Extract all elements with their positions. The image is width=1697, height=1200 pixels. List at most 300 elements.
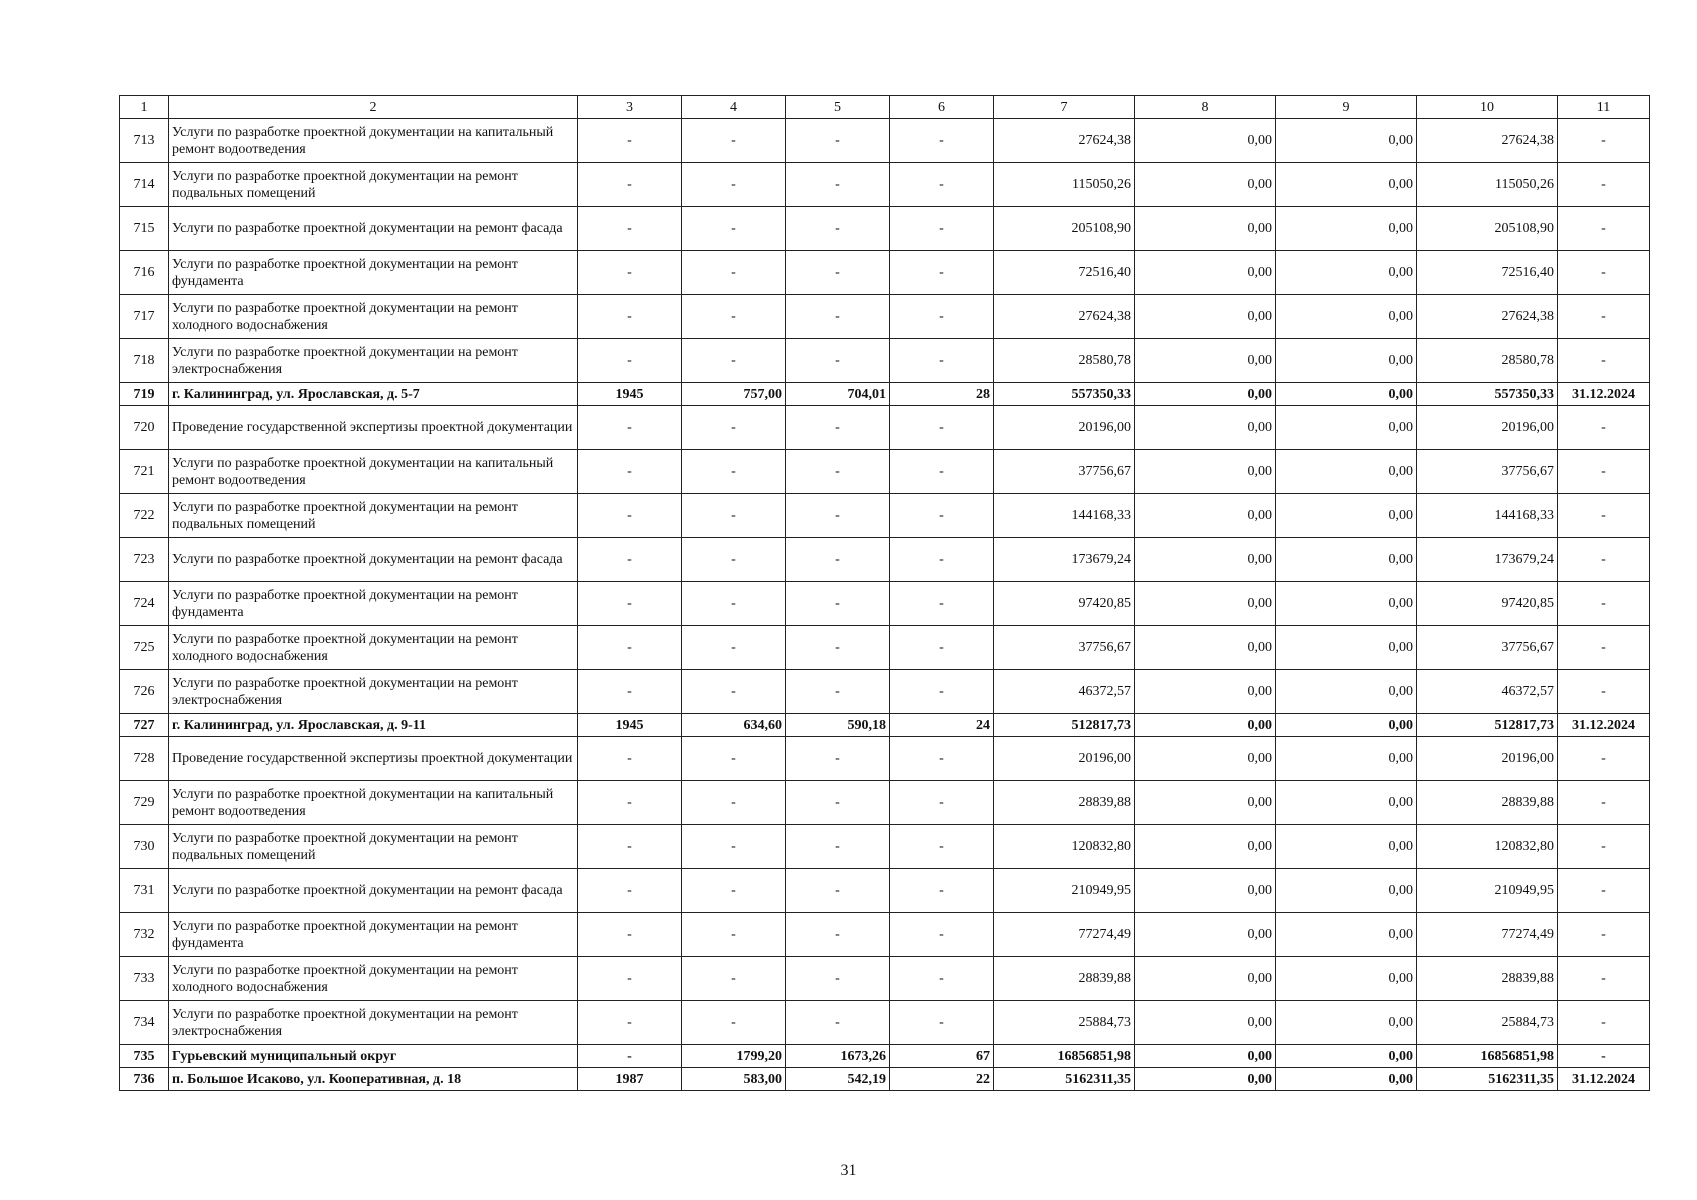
cell-completion-date: - (1558, 626, 1650, 670)
budget-table (119, 95, 1650, 1091)
cell-area-living: - (786, 494, 890, 538)
cell-residents: - (890, 869, 994, 913)
cell-fund-regional: 0,00 (1276, 670, 1417, 714)
cell-area-living: - (786, 538, 890, 582)
cell-fund-regional: 0,00 (1276, 538, 1417, 582)
cell-completion-date: - (1558, 295, 1650, 339)
cell-residents: - (890, 670, 994, 714)
table-row (120, 251, 1650, 295)
cell-area-living: - (786, 406, 890, 450)
cell-fund-federal: 0,00 (1135, 538, 1276, 582)
cell-row-name: Услуги по разработке проектной документации на ремонт фундамента (169, 913, 578, 957)
table-row (120, 163, 1650, 207)
cell-completion-date: - (1558, 825, 1650, 869)
cell-fund-owners: 77274,49 (1417, 913, 1558, 957)
table-header-row (120, 96, 1650, 119)
cell-fund-owners: 46372,57 (1417, 670, 1558, 714)
cell-fund-owners: 205108,90 (1417, 207, 1558, 251)
cell-fund-regional: 0,00 (1276, 913, 1417, 957)
header-cell-1: 1 (120, 96, 169, 119)
cell-fund-regional: 0,00 (1276, 163, 1417, 207)
cell-fund-federal: 0,00 (1135, 295, 1276, 339)
cell-fund-owners: 27624,38 (1417, 295, 1558, 339)
cell-year: - (578, 1045, 682, 1068)
cell-area-living: 704,01 (786, 383, 890, 406)
table-row (120, 913, 1650, 957)
cell-residents: 67 (890, 1045, 994, 1068)
cell-area-living: - (786, 295, 890, 339)
cell-row-name: Услуги по разработке проектной документации на ремонт подвальных помещений (169, 163, 578, 207)
cell-completion-date: - (1558, 163, 1650, 207)
cell-row-number: 727 (120, 714, 169, 737)
cell-fund-owners: 5162311,35 (1417, 1068, 1558, 1091)
cell-fund-owners: 16856851,98 (1417, 1045, 1558, 1068)
cell-completion-date: - (1558, 207, 1650, 251)
cell-fund-owners: 512817,73 (1417, 714, 1558, 737)
cell-residents: - (890, 119, 994, 163)
table-row (120, 339, 1650, 383)
cell-cost-total: 28580,78 (994, 339, 1135, 383)
cell-residents: - (890, 450, 994, 494)
cell-row-name: п. Большое Исаково, ул. Кооперативная, д. 18 (169, 1068, 578, 1091)
cell-row-name: г. Калининград, ул. Ярославская, д. 9-11 (169, 714, 578, 737)
cell-row-number: 714 (120, 163, 169, 207)
cell-cost-total: 28839,88 (994, 957, 1135, 1001)
cell-cost-total: 210949,95 (994, 869, 1135, 913)
cell-fund-regional: 0,00 (1276, 406, 1417, 450)
table-row (120, 538, 1650, 582)
cell-year: - (578, 957, 682, 1001)
cell-row-name: Услуги по разработке проектной документации на ремонт холодного водоснабжения (169, 626, 578, 670)
cell-area-total: - (682, 494, 786, 538)
cell-fund-owners: 37756,67 (1417, 626, 1558, 670)
cell-cost-total: 512817,73 (994, 714, 1135, 737)
cell-area-total: - (682, 251, 786, 295)
cell-row-name: Услуги по разработке проектной документации на ремонт электроснабжения (169, 670, 578, 714)
cell-row-number: 717 (120, 295, 169, 339)
table-row-total (120, 383, 1650, 406)
cell-fund-owners: 28580,78 (1417, 339, 1558, 383)
cell-row-number: 726 (120, 670, 169, 714)
cell-row-name: г. Калининград, ул. Ярославская, д. 5-7 (169, 383, 578, 406)
cell-year: - (578, 494, 682, 538)
cell-year: - (578, 869, 682, 913)
cell-cost-total: 37756,67 (994, 626, 1135, 670)
cell-row-name: Услуги по разработке проектной документации на ремонт фундамента (169, 251, 578, 295)
cell-fund-regional: 0,00 (1276, 383, 1417, 406)
cell-residents: - (890, 295, 994, 339)
cell-year: - (578, 295, 682, 339)
header-cell-4: 4 (682, 96, 786, 119)
cell-completion-date: - (1558, 913, 1650, 957)
cell-fund-regional: 0,00 (1276, 737, 1417, 781)
table-row (120, 406, 1650, 450)
cell-fund-regional: 0,00 (1276, 1045, 1417, 1068)
cell-row-name: Услуги по разработке проектной документации на капитальный ремонт водоотведения (169, 450, 578, 494)
cell-fund-regional: 0,00 (1276, 450, 1417, 494)
cell-fund-owners: 72516,40 (1417, 251, 1558, 295)
cell-residents: - (890, 781, 994, 825)
cell-fund-regional: 0,00 (1276, 339, 1417, 383)
cell-residents: - (890, 538, 994, 582)
cell-cost-total: 115050,26 (994, 163, 1135, 207)
cell-cost-total: 72516,40 (994, 251, 1135, 295)
cell-residents: - (890, 825, 994, 869)
cell-row-number: 736 (120, 1068, 169, 1091)
cell-fund-regional: 0,00 (1276, 957, 1417, 1001)
cell-year: - (578, 825, 682, 869)
cell-fund-federal: 0,00 (1135, 494, 1276, 538)
cell-fund-owners: 115050,26 (1417, 163, 1558, 207)
cell-row-name: Проведение государственной экспертизы проектной документации (169, 737, 578, 781)
cell-residents: 28 (890, 383, 994, 406)
cell-cost-total: 27624,38 (994, 295, 1135, 339)
cell-fund-regional: 0,00 (1276, 781, 1417, 825)
cell-row-number: 734 (120, 1001, 169, 1045)
table-row (120, 494, 1650, 538)
cell-row-number: 716 (120, 251, 169, 295)
cell-row-number: 723 (120, 538, 169, 582)
cell-row-number: 735 (120, 1045, 169, 1068)
cell-row-name: Услуги по разработке проектной документации на ремонт электроснабжения (169, 339, 578, 383)
cell-fund-regional: 0,00 (1276, 626, 1417, 670)
cell-cost-total: 20196,00 (994, 406, 1135, 450)
cell-area-living: - (786, 626, 890, 670)
cell-area-living: - (786, 339, 890, 383)
cell-area-total: - (682, 869, 786, 913)
cell-residents: - (890, 494, 994, 538)
cell-area-living: 590,18 (786, 714, 890, 737)
cell-fund-federal: 0,00 (1135, 383, 1276, 406)
cell-year: - (578, 626, 682, 670)
table-row-total (120, 1045, 1650, 1068)
cell-area-total: 1799,20 (682, 1045, 786, 1068)
cell-completion-date: - (1558, 869, 1650, 913)
header-cell-11: 11 (1558, 96, 1650, 119)
table-row (120, 781, 1650, 825)
cell-area-living: - (786, 163, 890, 207)
table-row (120, 957, 1650, 1001)
cell-fund-owners: 27624,38 (1417, 119, 1558, 163)
cell-cost-total: 205108,90 (994, 207, 1135, 251)
cell-cost-total: 5162311,35 (994, 1068, 1135, 1091)
cell-row-number: 724 (120, 582, 169, 626)
cell-year: - (578, 1001, 682, 1045)
cell-area-total: 634,60 (682, 714, 786, 737)
cell-row-name: Гурьевский муниципальный округ (169, 1045, 578, 1068)
cell-completion-date: - (1558, 1045, 1650, 1068)
cell-area-living: 1673,26 (786, 1045, 890, 1068)
cell-area-living: - (786, 670, 890, 714)
cell-area-total: 757,00 (682, 383, 786, 406)
cell-row-number: 722 (120, 494, 169, 538)
cell-fund-regional: 0,00 (1276, 295, 1417, 339)
cell-area-total: - (682, 582, 786, 626)
header-cell-6: 6 (890, 96, 994, 119)
table-row (120, 670, 1650, 714)
cell-area-total: - (682, 825, 786, 869)
cell-fund-federal: 0,00 (1135, 869, 1276, 913)
cell-fund-federal: 0,00 (1135, 737, 1276, 781)
cell-fund-owners: 28839,88 (1417, 957, 1558, 1001)
cell-residents: - (890, 1001, 994, 1045)
cell-year: - (578, 163, 682, 207)
cell-year: 1987 (578, 1068, 682, 1091)
header-cell-9: 9 (1276, 96, 1417, 119)
cell-completion-date: 31.12.2024 (1558, 1068, 1650, 1091)
cell-area-living: 542,19 (786, 1068, 890, 1091)
cell-fund-federal: 0,00 (1135, 207, 1276, 251)
cell-fund-federal: 0,00 (1135, 339, 1276, 383)
cell-area-total: - (682, 781, 786, 825)
cell-fund-federal: 0,00 (1135, 626, 1276, 670)
cell-area-total: - (682, 207, 786, 251)
cell-residents: - (890, 957, 994, 1001)
cell-cost-total: 28839,88 (994, 781, 1135, 825)
table-row (120, 582, 1650, 626)
cell-residents: 22 (890, 1068, 994, 1091)
cell-row-number: 731 (120, 869, 169, 913)
cell-completion-date: - (1558, 737, 1650, 781)
cell-fund-owners: 173679,24 (1417, 538, 1558, 582)
table-row (120, 119, 1650, 163)
cell-fund-regional: 0,00 (1276, 825, 1417, 869)
cell-row-name: Проведение государственной экспертизы проектной документации (169, 406, 578, 450)
cell-year: - (578, 251, 682, 295)
cell-fund-regional: 0,00 (1276, 207, 1417, 251)
header-cell-8: 8 (1135, 96, 1276, 119)
cell-row-name: Услуги по разработке проектной документации на ремонт подвальных помещений (169, 494, 578, 538)
cell-year: 1945 (578, 714, 682, 737)
cell-row-number: 721 (120, 450, 169, 494)
cell-cost-total: 173679,24 (994, 538, 1135, 582)
cell-fund-federal: 0,00 (1135, 957, 1276, 1001)
header-cell-10: 10 (1417, 96, 1558, 119)
cell-area-living: - (786, 869, 890, 913)
header-cell-7: 7 (994, 96, 1135, 119)
cell-row-number: 715 (120, 207, 169, 251)
cell-row-number: 718 (120, 339, 169, 383)
cell-fund-federal: 0,00 (1135, 582, 1276, 626)
cell-area-total: - (682, 406, 786, 450)
cell-cost-total: 20196,00 (994, 737, 1135, 781)
cell-row-number: 729 (120, 781, 169, 825)
cell-residents: - (890, 737, 994, 781)
cell-row-name: Услуги по разработке проектной документации на ремонт фасада (169, 869, 578, 913)
cell-fund-owners: 20196,00 (1417, 406, 1558, 450)
cell-residents: 24 (890, 714, 994, 737)
cell-row-number: 719 (120, 383, 169, 406)
cell-fund-federal: 0,00 (1135, 1045, 1276, 1068)
table-row (120, 626, 1650, 670)
cell-completion-date: - (1558, 339, 1650, 383)
cell-area-total: - (682, 295, 786, 339)
cell-row-number: 730 (120, 825, 169, 869)
table-body (120, 96, 1650, 1091)
cell-completion-date: - (1558, 582, 1650, 626)
cell-fund-owners: 28839,88 (1417, 781, 1558, 825)
cell-completion-date: - (1558, 1001, 1650, 1045)
cell-completion-date: - (1558, 450, 1650, 494)
cell-fund-federal: 0,00 (1135, 119, 1276, 163)
cell-fund-federal: 0,00 (1135, 781, 1276, 825)
cell-row-name: Услуги по разработке проектной документации на ремонт электроснабжения (169, 1001, 578, 1045)
cell-area-living: - (786, 119, 890, 163)
cell-completion-date: - (1558, 670, 1650, 714)
cell-completion-date: - (1558, 406, 1650, 450)
cell-area-total: - (682, 913, 786, 957)
cell-completion-date: 31.12.2024 (1558, 714, 1650, 737)
cell-year: 1945 (578, 383, 682, 406)
cell-cost-total: 37756,67 (994, 450, 1135, 494)
cell-residents: - (890, 251, 994, 295)
cell-row-name: Услуги по разработке проектной документации на ремонт фасада (169, 207, 578, 251)
cell-fund-federal: 0,00 (1135, 450, 1276, 494)
cell-cost-total: 77274,49 (994, 913, 1135, 957)
cell-year: - (578, 737, 682, 781)
cell-residents: - (890, 207, 994, 251)
table-row (120, 825, 1650, 869)
cell-area-total: - (682, 119, 786, 163)
cell-year: - (578, 538, 682, 582)
cell-area-living: - (786, 1001, 890, 1045)
cell-fund-federal: 0,00 (1135, 714, 1276, 737)
cell-fund-regional: 0,00 (1276, 582, 1417, 626)
table-row (120, 207, 1650, 251)
cell-area-total: - (682, 163, 786, 207)
cell-completion-date: - (1558, 781, 1650, 825)
cell-row-number: 728 (120, 737, 169, 781)
cell-fund-owners: 20196,00 (1417, 737, 1558, 781)
cell-fund-regional: 0,00 (1276, 1068, 1417, 1091)
cell-year: - (578, 670, 682, 714)
cell-residents: - (890, 582, 994, 626)
cell-year: - (578, 781, 682, 825)
cell-row-name: Услуги по разработке проектной документации на ремонт фундамента (169, 582, 578, 626)
table-row (120, 1001, 1650, 1045)
cell-cost-total: 557350,33 (994, 383, 1135, 406)
cell-area-living: - (786, 737, 890, 781)
cell-area-living: - (786, 825, 890, 869)
cell-year: - (578, 406, 682, 450)
cell-fund-owners: 210949,95 (1417, 869, 1558, 913)
cell-fund-federal: 0,00 (1135, 670, 1276, 714)
cell-completion-date: - (1558, 494, 1650, 538)
cell-fund-owners: 97420,85 (1417, 582, 1558, 626)
cell-area-total: - (682, 450, 786, 494)
cell-cost-total: 27624,38 (994, 119, 1135, 163)
cell-cost-total: 46372,57 (994, 670, 1135, 714)
header-cell-5: 5 (786, 96, 890, 119)
cell-area-living: - (786, 913, 890, 957)
table-row-total (120, 714, 1650, 737)
cell-fund-federal: 0,00 (1135, 1068, 1276, 1091)
cell-year: - (578, 207, 682, 251)
page-number: 31 (840, 1162, 857, 1179)
cell-area-total: 583,00 (682, 1068, 786, 1091)
cell-completion-date: - (1558, 251, 1650, 295)
cell-area-total: - (682, 626, 786, 670)
cell-fund-federal: 0,00 (1135, 913, 1276, 957)
table-row-total (120, 1068, 1650, 1091)
cell-year: - (578, 450, 682, 494)
cell-fund-regional: 0,00 (1276, 494, 1417, 538)
cell-fund-owners: 25884,73 (1417, 1001, 1558, 1045)
cell-row-name: Услуги по разработке проектной документации на капитальный ремонт водоотведения (169, 781, 578, 825)
cell-area-total: - (682, 538, 786, 582)
table-row (120, 450, 1650, 494)
cell-row-name: Услуги по разработке проектной документации на ремонт фасада (169, 538, 578, 582)
cell-fund-owners: 557350,33 (1417, 383, 1558, 406)
cell-area-total: - (682, 670, 786, 714)
cell-cost-total: 120832,80 (994, 825, 1135, 869)
cell-row-number: 720 (120, 406, 169, 450)
cell-fund-owners: 120832,80 (1417, 825, 1558, 869)
header-cell-3: 3 (578, 96, 682, 119)
cell-cost-total: 97420,85 (994, 582, 1135, 626)
cell-fund-owners: 37756,67 (1417, 450, 1558, 494)
cell-fund-regional: 0,00 (1276, 119, 1417, 163)
cell-cost-total: 25884,73 (994, 1001, 1135, 1045)
cell-row-number: 733 (120, 957, 169, 1001)
cell-area-living: - (786, 957, 890, 1001)
cell-area-total: - (682, 1001, 786, 1045)
cell-fund-federal: 0,00 (1135, 163, 1276, 207)
cell-area-living: - (786, 450, 890, 494)
cell-completion-date: - (1558, 119, 1650, 163)
table-row (120, 869, 1650, 913)
cell-fund-regional: 0,00 (1276, 714, 1417, 737)
cell-fund-federal: 0,00 (1135, 251, 1276, 295)
cell-row-number: 713 (120, 119, 169, 163)
cell-residents: - (890, 406, 994, 450)
cell-year: - (578, 339, 682, 383)
cell-completion-date: - (1558, 538, 1650, 582)
cell-area-total: - (682, 957, 786, 1001)
cell-cost-total: 16856851,98 (994, 1045, 1135, 1068)
cell-fund-regional: 0,00 (1276, 869, 1417, 913)
header-cell-2: 2 (169, 96, 578, 119)
cell-residents: - (890, 913, 994, 957)
cell-year: - (578, 913, 682, 957)
cell-row-name: Услуги по разработке проектной документации на капитальный ремонт водоотведения (169, 119, 578, 163)
cell-fund-federal: 0,00 (1135, 825, 1276, 869)
cell-area-total: - (682, 339, 786, 383)
cell-residents: - (890, 163, 994, 207)
cell-area-total: - (682, 737, 786, 781)
cell-residents: - (890, 339, 994, 383)
cell-row-number: 732 (120, 913, 169, 957)
cell-year: - (578, 119, 682, 163)
cell-residents: - (890, 626, 994, 670)
table-row (120, 737, 1650, 781)
cell-completion-date: 31.12.2024 (1558, 383, 1650, 406)
cell-fund-regional: 0,00 (1276, 251, 1417, 295)
cell-cost-total: 144168,33 (994, 494, 1135, 538)
cell-fund-regional: 0,00 (1276, 1001, 1417, 1045)
cell-row-name: Услуги по разработке проектной документации на ремонт подвальных помещений (169, 825, 578, 869)
cell-area-living: - (786, 582, 890, 626)
cell-area-living: - (786, 207, 890, 251)
cell-fund-owners: 144168,33 (1417, 494, 1558, 538)
cell-fund-federal: 0,00 (1135, 1001, 1276, 1045)
cell-area-living: - (786, 251, 890, 295)
cell-year: - (578, 582, 682, 626)
cell-area-living: - (786, 781, 890, 825)
cell-row-name: Услуги по разработке проектной документации на ремонт холодного водоснабжения (169, 957, 578, 1001)
cell-fund-federal: 0,00 (1135, 406, 1276, 450)
cell-row-name: Услуги по разработке проектной документации на ремонт холодного водоснабжения (169, 295, 578, 339)
